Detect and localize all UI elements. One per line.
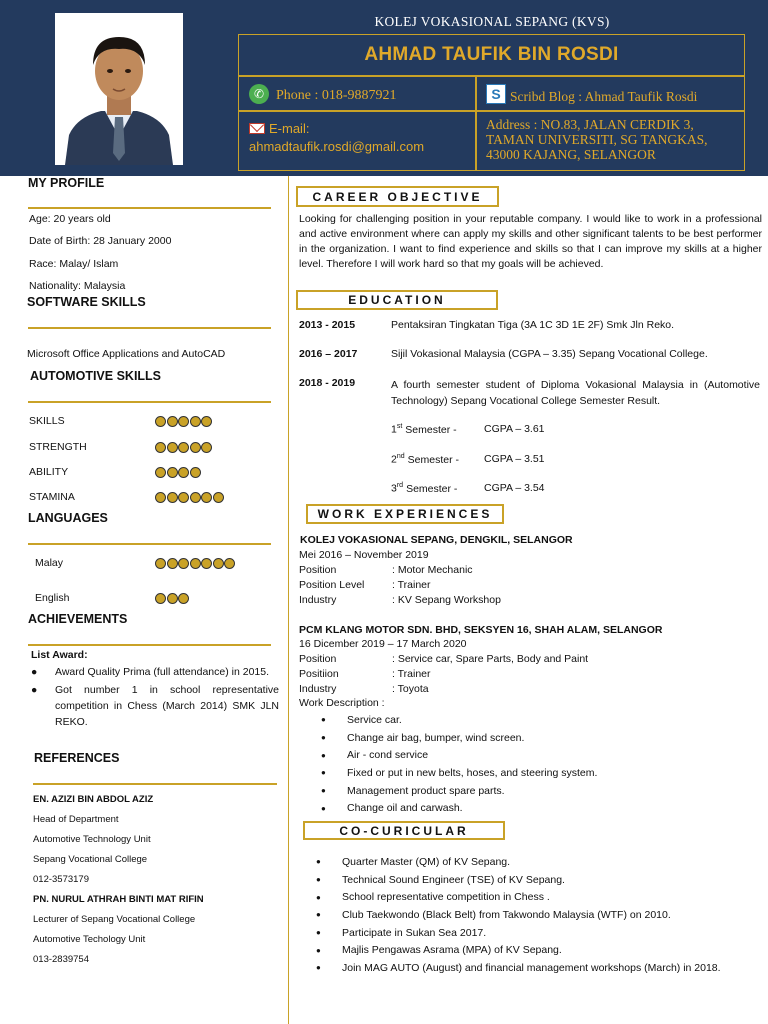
- field-key: Industry: [299, 594, 337, 606]
- rating-dot: [201, 416, 212, 427]
- edu-year-1: 2013 - 2015: [299, 319, 356, 331]
- field-key: Industry: [299, 683, 337, 695]
- phone-box: [238, 76, 476, 111]
- column-divider: [288, 176, 289, 1024]
- skill-label: ABILITY: [29, 466, 69, 478]
- list-item-text: Service car.: [347, 713, 402, 726]
- rating-dot: [178, 467, 189, 478]
- skill-label: STAMINA: [29, 491, 75, 503]
- rating-dot: [167, 416, 178, 427]
- bullet: ●: [321, 715, 326, 725]
- skill-label: Malay: [35, 557, 64, 569]
- field-value: : Toyota: [392, 683, 429, 695]
- address-line-3: 43000 KAJANG, SELANGOR: [486, 147, 656, 162]
- rating-dot: [167, 593, 178, 604]
- list-item-text: Air - cond service: [347, 749, 429, 762]
- rating-dot: [167, 492, 178, 503]
- field-value: : Motor Mechanic: [392, 564, 473, 576]
- list-item-text: Change air bag, bumper, wind screen.: [347, 731, 525, 744]
- semester-cgpa: CGPA – 3.54: [484, 482, 545, 494]
- achievement-item: ● Award Quality Prima (full attendance) in 2015.: [31, 666, 269, 678]
- rating-dot: [155, 593, 166, 604]
- rating-dot: [178, 593, 189, 604]
- rating-dot: [190, 467, 201, 478]
- list-item: [316, 959, 721, 977]
- list-item-text: Fixed or put in new belts, hoses, and steering system.: [347, 766, 598, 779]
- rating-dot: [213, 492, 224, 503]
- rating-dot: [190, 416, 201, 427]
- semester-text: Semester -: [406, 482, 458, 495]
- list-item: [316, 853, 721, 871]
- rating-dot: [213, 558, 224, 569]
- profile-race: Race: Malay/ Islam: [29, 258, 119, 270]
- field-value: : Trainer: [392, 579, 431, 591]
- school-name: KOLEJ VOKASIONAL SEPANG (KVS): [374, 14, 610, 29]
- list-item: [321, 711, 597, 729]
- bullet: ●: [316, 857, 321, 867]
- address-line-2: TAMAN UNIVERSITI, SG TANGKAS,: [486, 132, 708, 147]
- list-item-text: Club Taekwondo (Black Belt) from Takwondo Malaysia (WTF) on 2010.: [342, 908, 671, 921]
- job2-company: PCM KLANG MOTOR SDN. BHD, SEKSYEN 16, SHAH ALAM, SELANGOR: [299, 624, 663, 636]
- rating-dots: [155, 558, 235, 569]
- bullet: ●: [31, 666, 38, 678]
- bullet: ●: [316, 910, 321, 920]
- automotive-underline: [28, 401, 271, 403]
- semester-label: [391, 423, 457, 436]
- profile-photo: [55, 13, 183, 165]
- semester-num: 3: [391, 482, 397, 495]
- rating-dot: [178, 492, 189, 503]
- bullet: ●: [31, 684, 38, 696]
- field-value: : Trainer: [392, 668, 431, 680]
- rating-dot: [178, 558, 189, 569]
- mail-icon: [249, 123, 265, 134]
- list-item: [316, 924, 721, 942]
- rating-dot: [201, 442, 212, 453]
- semester-suffix: rd: [396, 482, 404, 489]
- reference-line: Sepang Vocational College: [33, 854, 148, 865]
- rating-dot: [167, 442, 178, 453]
- email-label: E-mail:: [269, 121, 310, 136]
- semester-cgpa: CGPA – 3.51: [484, 453, 545, 465]
- rating-dots: [155, 492, 224, 503]
- reference-line: Automotive Technology Unit: [33, 834, 151, 845]
- rating-dot: [155, 558, 166, 569]
- bullet: ●: [316, 945, 321, 955]
- bullet: ●: [321, 733, 326, 743]
- rating-dots: [155, 442, 212, 453]
- list-item-text: Quarter Master (QM) of KV Sepang.: [342, 855, 511, 868]
- rating-dot: [190, 492, 201, 503]
- rating-dots: [155, 593, 189, 604]
- semester-label: [391, 453, 459, 466]
- semester-text: Semester -: [407, 453, 459, 466]
- education-heading: EDUCATION: [296, 290, 498, 310]
- cocurricular-heading: CO-CURICULAR: [303, 821, 505, 840]
- reference-line: Head of Department: [33, 814, 119, 825]
- bullet: ●: [316, 963, 321, 973]
- header-banner: [0, 0, 768, 176]
- profile-underline: [28, 207, 271, 209]
- bullet: ●: [316, 875, 321, 885]
- edu-year-3: 2018 - 2019: [299, 377, 356, 389]
- bullet: ●: [316, 892, 321, 902]
- scribd-icon: S: [486, 84, 506, 104]
- skill-label: STRENGTH: [29, 441, 87, 453]
- skill-label: English: [35, 592, 70, 604]
- list-item: [321, 799, 597, 817]
- field-key: Position: [299, 653, 337, 665]
- rating-dot: [155, 442, 166, 453]
- list-item-text: Majlis Pengawas Asrama (MPA) of KV Sepang.: [342, 944, 562, 957]
- rating-dot: [167, 467, 178, 478]
- achievements-list: [31, 648, 279, 730]
- bullet: ●: [321, 750, 326, 760]
- list-item: [321, 746, 597, 764]
- software-underline: [28, 327, 271, 329]
- semester-label: [391, 482, 457, 495]
- rating-dot: [178, 442, 189, 453]
- field-value: : Service car, Spare Parts, Body and Paint: [392, 653, 589, 665]
- reference-line: 013-2839754: [33, 954, 89, 965]
- semester-num: 1: [391, 423, 397, 436]
- list-item-text: Change oil and carwash.: [347, 802, 463, 815]
- list-item-text: Management product spare parts.: [347, 784, 505, 797]
- list-item: [321, 729, 597, 747]
- rating-dot: [190, 442, 201, 453]
- languages-title: LANGUAGES: [28, 511, 108, 525]
- job2-desc-label: Work Description :: [299, 697, 385, 709]
- full-name: AHMAD TAUFIK BIN ROSDI: [364, 44, 619, 65]
- phone-icon: ✆: [249, 84, 269, 104]
- job2-period: 16 Dicember 2019 – 17 March 2020: [299, 638, 467, 650]
- rating-dot: [224, 558, 235, 569]
- edu-text-2: Sijil Vokasional Malaysia (CGPA – 3.35) Sepang Vocational College.: [391, 348, 708, 360]
- reference-line: PN. NURUL ATHRAH BINTI MAT RIFIN: [33, 894, 204, 905]
- semester-suffix: st: [396, 423, 403, 430]
- bullet: ●: [321, 768, 326, 778]
- references-title: REFERENCES: [34, 751, 120, 765]
- rating-dot: [201, 558, 212, 569]
- list-item: [321, 782, 597, 800]
- skill-label: SKILLS: [29, 415, 65, 427]
- reference-line: EN. AZIZI BIN ABDOL AZIZ: [33, 794, 154, 805]
- list-item: [321, 764, 597, 782]
- field-key: Positiion: [299, 668, 339, 680]
- automotive-title: AUTOMOTIVE SKILLS: [30, 369, 162, 383]
- list-item-text: Technical Sound Engineer (TSE) of KV Sepang.: [342, 873, 565, 886]
- rating-dot: [201, 492, 212, 503]
- rating-dots: [155, 416, 212, 427]
- work-experiences-heading: WORK EXPERIENCES: [306, 504, 504, 524]
- software-title: SOFTWARE SKILLS: [27, 295, 146, 309]
- profile-title: MY PROFILE: [28, 176, 105, 190]
- achievements-list-label: List Award:: [31, 649, 88, 661]
- bullet: ●: [316, 928, 321, 938]
- rating-dots: [155, 467, 201, 478]
- name-box: [238, 34, 745, 76]
- list-item: [316, 941, 721, 959]
- reference-line: 012-3573179: [33, 874, 89, 885]
- rating-dot: [155, 492, 166, 503]
- achievement-item: ● Got number 1 in school representative competition in Chess (March 2014) SMK JLN REKO.: [31, 684, 279, 728]
- list-item: [316, 906, 721, 924]
- list-item: [316, 888, 721, 906]
- semester-cgpa: CGPA – 3.61: [484, 423, 545, 435]
- reference-line: Automotive Techology Unit: [33, 934, 146, 945]
- profile-nationality: Nationality: Malaysia: [29, 280, 126, 292]
- field-value: : KV Sepang Workshop: [392, 594, 501, 606]
- semester-text: Semester -: [405, 423, 457, 436]
- bullet: ●: [321, 803, 326, 813]
- field-key: Position Level: [299, 579, 365, 591]
- bullet: ●: [321, 786, 326, 796]
- rating-dot: [155, 416, 166, 427]
- email-link[interactable]: ahmadtaufik.rosdi@gmail.com: [249, 139, 425, 154]
- edu-year-2: 2016 – 2017: [299, 348, 358, 360]
- edu-text-1: Pentaksiran Tingkatan Tiga (3A 1C 3D 1E 2F) Smk Jln Reko.: [391, 319, 675, 331]
- achievements-title: ACHIEVEMENTS: [28, 612, 128, 626]
- email-box[interactable]: [238, 111, 476, 171]
- software-text: Microsoft Office Applications and AutoCAD: [27, 348, 226, 360]
- blog-link[interactable]: Scribd Blog : Ahmad Taufik Rosdi: [510, 88, 698, 104]
- cocurricular-list: [316, 853, 721, 977]
- profile-dob: Date of Birth: 28 January 2000: [29, 235, 172, 247]
- list-item-text: Join MAG AUTO (August) and financial management workshops (March) in 2018.: [342, 961, 721, 974]
- reference-line: Lecturer of Sepang Vocational College: [33, 914, 196, 925]
- profile-age: Age: 20 years old: [29, 213, 111, 225]
- blog-box[interactable]: [476, 76, 745, 111]
- job1-company: KOLEJ VOKASIONAL SEPANG, DENGKIL, SELANGOR: [300, 534, 573, 546]
- rating-dot: [190, 558, 201, 569]
- rating-dot: [178, 416, 189, 427]
- languages-underline: [28, 543, 271, 545]
- address-line-1: Address : NO.83, JALAN CERDIK 3,: [486, 117, 694, 132]
- list-item-text: Participate in Sukan Sea 2017.: [342, 926, 487, 939]
- achievements-underline: [28, 644, 271, 646]
- list-item-text: School representative competition in Chess .: [342, 891, 550, 904]
- edu-text-3: A fourth semester student of Diploma Vokasional Malaysia in (Automotive Technology) Sepang Vocational College Semester Result.: [391, 379, 760, 407]
- career-objective-heading: CAREER OBJECTIVE: [296, 186, 499, 207]
- job2-description-list: [321, 711, 597, 817]
- rating-dot: [155, 467, 166, 478]
- references-underline: [33, 783, 277, 785]
- list-item: [316, 871, 721, 889]
- address-box: [476, 111, 745, 171]
- semester-suffix: nd: [396, 453, 405, 460]
- phone-text: Phone : 018-9887921: [276, 87, 397, 103]
- rating-dot: [167, 558, 178, 569]
- field-key: Position: [299, 564, 337, 576]
- job1-period: Mei 2016 – November 2019: [299, 549, 429, 561]
- career-objective-text: Looking for challenging position in your reputable company. I would like to work in a professional and active environment where can apply my skills and other significant talents to be best performer in the organization. I want to find experience and skills so that I can improve my skills at a higher level. Therefore I will work hard so that my goals will be achieved.: [299, 213, 762, 270]
- semester-num: 2: [391, 453, 397, 466]
